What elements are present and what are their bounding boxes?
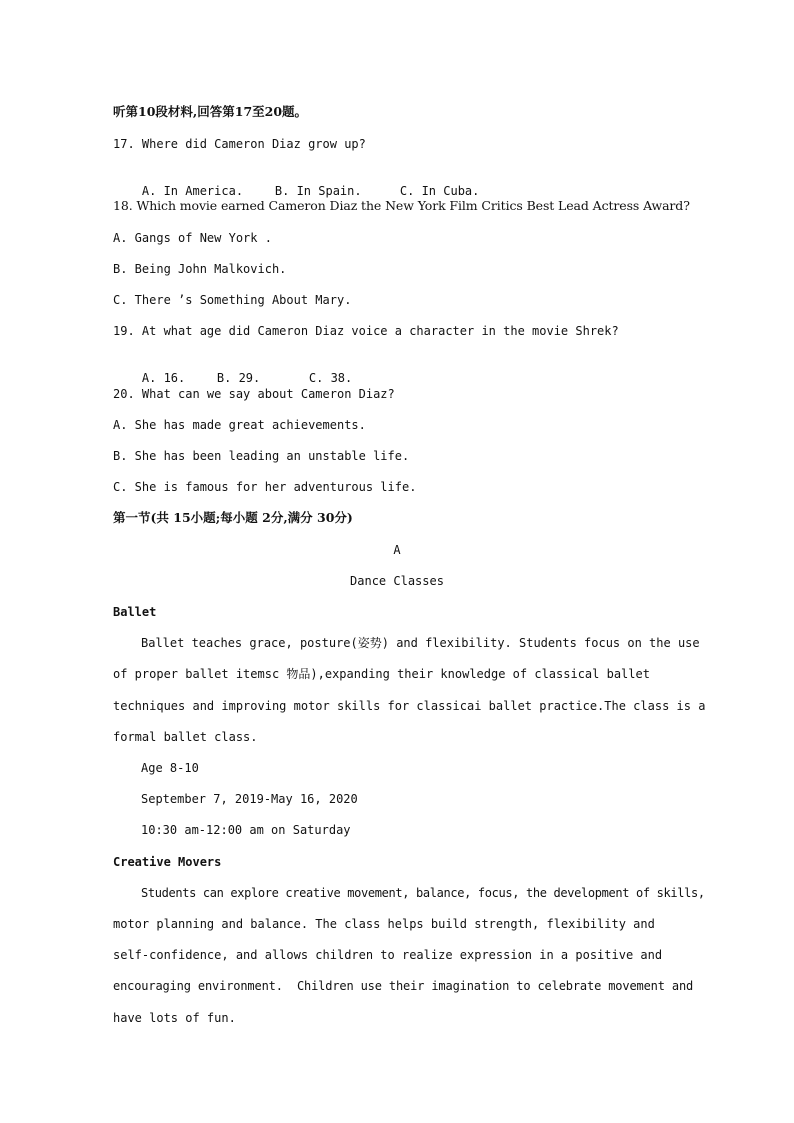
creative-movers-heading: Creative Movers (113, 855, 222, 869)
q18-option-b: B. Being John Malkovich. (113, 262, 287, 276)
q18-option-a: A. Gangs of New York . (113, 231, 272, 245)
q19-option-b: B. 29. (216, 371, 261, 385)
question-18-stem: 18. Which movie earned Cameron Diaz the New York Film Critics Best Lead Actress Award? (113, 198, 690, 213)
creative-paragraph-line: have lots of fun. (113, 1011, 236, 1025)
ballet-paragraph-line: of proper ballet itemsc 物品),expanding their knowledge of classical ballet (113, 667, 650, 681)
listening-section-header: 听第10段材料,回答第17至20题。 (113, 104, 308, 119)
question-20-stem: 20. What can we say about Cameron Diaz? (113, 387, 395, 401)
creative-paragraph-line: Students can explore creative movement, balance, focus, the development of skills, (141, 886, 705, 900)
passage-title: Dance Classes (350, 574, 444, 588)
passage-letter: A (393, 543, 401, 557)
q20-option-c: C. She is famous for her adventurous life. (113, 480, 417, 494)
ballet-paragraph-line: techniques and improving motor skills for classicai ballet practice.The class is a (113, 699, 706, 713)
ballet-dates: September 7, 2019-May 16, 2020 (141, 792, 358, 806)
ballet-paragraph-line: formal ballet class. (113, 730, 258, 744)
q20-option-a: A. She has made great achievements. (113, 418, 366, 432)
question-17-stem: 17. Where did Cameron Diaz grow up? (113, 137, 366, 151)
q17-option-a: A. In America. (141, 184, 244, 198)
creative-paragraph-line: encouraging environment. Children use their imagination to celebrate movement and (113, 979, 694, 993)
reading-section-header: 第一节(共 15小题;每小题 2分,满分 30分) (113, 510, 353, 525)
q17-option-c: C. In Cuba. (399, 184, 480, 198)
q19-option-c: C. 38. (308, 371, 353, 385)
creative-paragraph-line: self-confidence, and allows children to realize expression in a positive and (113, 948, 663, 962)
ballet-paragraph-line: Ballet teaches grace, posture(姿势) and flexibility. Students focus on the use (141, 636, 700, 650)
question-19-stem: 19. At what age did Cameron Diaz voice a character in the movie Shrek? (113, 324, 619, 338)
ballet-age: Age 8-10 (141, 761, 199, 775)
ballet-time: 10:30 am-12:00 am on Saturday (141, 823, 351, 837)
q19-option-a: A. 16. (141, 371, 186, 385)
q18-option-c: C. There ’s Something About Mary. (113, 293, 352, 307)
ballet-heading: Ballet (113, 605, 157, 619)
q17-option-b: B. In Spain. (274, 184, 362, 198)
q20-option-b: B. She has been leading an unstable life. (113, 449, 410, 463)
creative-paragraph-line: motor planning and balance. The class helps build strength, flexibility and (113, 917, 655, 931)
